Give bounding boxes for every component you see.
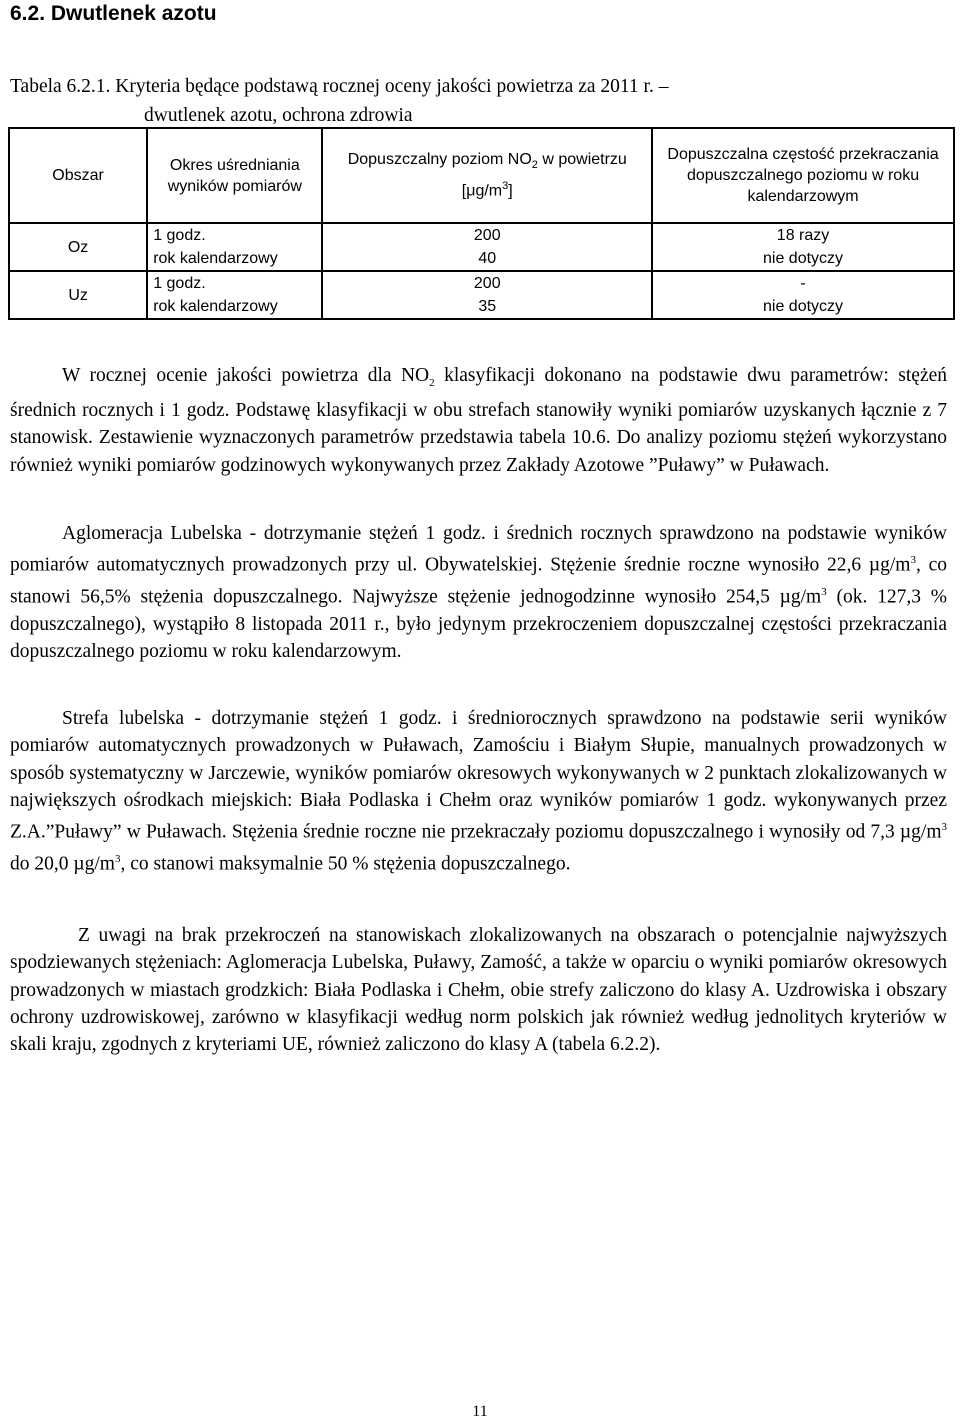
period-cell: rok kalendarzowy [147,247,322,271]
criteria-table [8,127,955,320]
p3-sup-2: 3 [114,852,121,865]
area-cell: Uz [9,271,147,319]
table-row [9,223,954,247]
frequency-cell: nie dotyczy [652,295,954,319]
table-header-row [9,128,954,223]
table-row [9,271,954,295]
area-cell: Oz [9,223,147,271]
paragraph-lublin-zone [10,705,947,878]
p1-text-a: W rocznej ocenie jakości powietrza dla NO [62,365,430,386]
caption-line-1: Tabela 6.2.1. Kryteria będące podstawą rocznej oceny jakości powietrza za 2011 r. – [10,76,669,97]
header-frequency: Dopuszczalna częstość przekraczania dopuszczalnego poziomu w roku kalendarzowym [652,128,954,223]
page-number: 11 [472,1403,488,1420]
p2-text-b: , co stanowi 56,5% stężenia dopuszczalnego. Najwyższe stężenie jednogodzinne wynosiło 254,5 µg/m [10,554,948,608]
level-cell: 200 [322,223,652,247]
frequency-cell: - [652,271,954,295]
p2-text-a: Aglomeracja Lubelska - dotrzymanie stężeń 1 godz. i średnich rocznych sprawdzono na podstawie wyników pomiarów automatycznych prowadzonych przy ul. Obywatelskiej. Stężenie średnie roczne wynosiło 22,6 µg/m [10,523,947,576]
p2-sup-1: 3 [910,554,916,567]
header-unit-pre: [μg/m [461,182,503,200]
paragraph-no2-classification [10,362,947,479]
p3-text-a: Strefa lubelska - dotrzymanie stężeń 1 godz. i średniorocznych sprawdzono na podstawie serii wyników pomiarów automatycznych prowadzonych w Puławach, Zamościu i Białym Słupie, manualnych prowadzonych w sposób systematyczny w Jarczewie, wyników pomiarów okresowych wykonywanych w 2 punktach zlokalizowanych w największych ośrodkach miejskich: Biała Podlaska i Chełm oraz wyników pomiarów 1 godz. wykonywanych przez Z.A.”Puławy” w Puławach. Stężenia średnie roczne nie przekraczały poziomu dopuszczalnego i wynosiły od 7,3 µg/m [10,708,947,843]
header-period: Okres uśredniania wyników pomiarów [147,128,322,223]
paragraph-conclusion [10,922,947,1058]
p2-text-c: (ok. 127,3 % dopuszczalnego), wystąpiło 8 listopada 2011 r., było jedynym przekroczeniem dopuszczalnej częstości przekraczania dopuszczalnego poziomu w roku kalendarzowym. [10,586,947,663]
period-cell: 1 godz. [147,271,322,295]
level-cell: 200 [322,271,652,295]
p1-sub: 2 [429,376,435,389]
table-row [9,295,954,319]
paragraph-agglomeration [10,520,947,665]
header-area: Obszar [9,128,147,223]
level-cell: 35 [322,295,652,319]
header-unit-post: ] [508,182,513,200]
section-heading: 6.2. Dwutlenek azotu [10,2,217,25]
p2-sup-2: 3 [821,586,827,599]
frequency-cell: 18 razy [652,223,954,247]
header-level-pre: Dopuszczalny poziom NO [347,151,532,169]
header-unit-sup: 3 [502,180,509,193]
p4-text: Z uwagi na brak przekroczeń na stanowiskach zlokalizowanych na obszarach o potencjalnie najwyższych spodziewanych stężeniach: Aglomeracja Lubelska, Puławy, Zamość, a także w oparciu o wyniki pomiarów okresowych prowadzonych w miastach grodzkich: Biała Podlaska i Chełm, obie strefy zaliczono do klasy A. Uzdrowiska i obszary ochrony uzdrowiskowej, zarówno w klasyfikacji według norm polskich jak również według jednolitych kryteriów w skali kraju, zgodnych z kryteriami UE, również zaliczono do klasy A (tabela 6.2.2). [10,925,947,1056]
header-level-post: w powietrzu [537,151,627,169]
header-level [322,128,652,223]
p3-text-c: , co stanowi maksymalnie 50 % stężenia dopuszczalnego. [120,853,571,875]
caption-line-2: dwutlenek azotu, ochrona zdrowia [144,105,413,126]
frequency-cell: nie dotyczy [652,247,954,271]
period-cell: 1 godz. [147,223,322,247]
level-cell: 40 [322,247,652,271]
table-row [9,247,954,271]
p1-text-b: klasyfikacji dokonano na podstawie dwu parametrów: stężeń średnich rocznych i 1 godz. Podstawę klasyfikacji w obu strefach stanowiły wyniki pomiarów uzyskanych łącznie z 7 stanowisk. Zestawienie wyznaczonych parametrów przedstawia tabela 10.6. Do analizy poziomu stężeń wykorzystano również wyniki pomiarów godzinowych wykonywanych przez Zakłady Azotowe ”Puławy” w Puławach. [10,365,947,476]
p3-sup-1: 3 [941,821,947,834]
table-caption [10,72,810,130]
period-cell: rok kalendarzowy [147,295,322,319]
header-level-sub: 2 [531,159,538,172]
p3-text-b: do 20,0 µg/m [10,853,115,875]
